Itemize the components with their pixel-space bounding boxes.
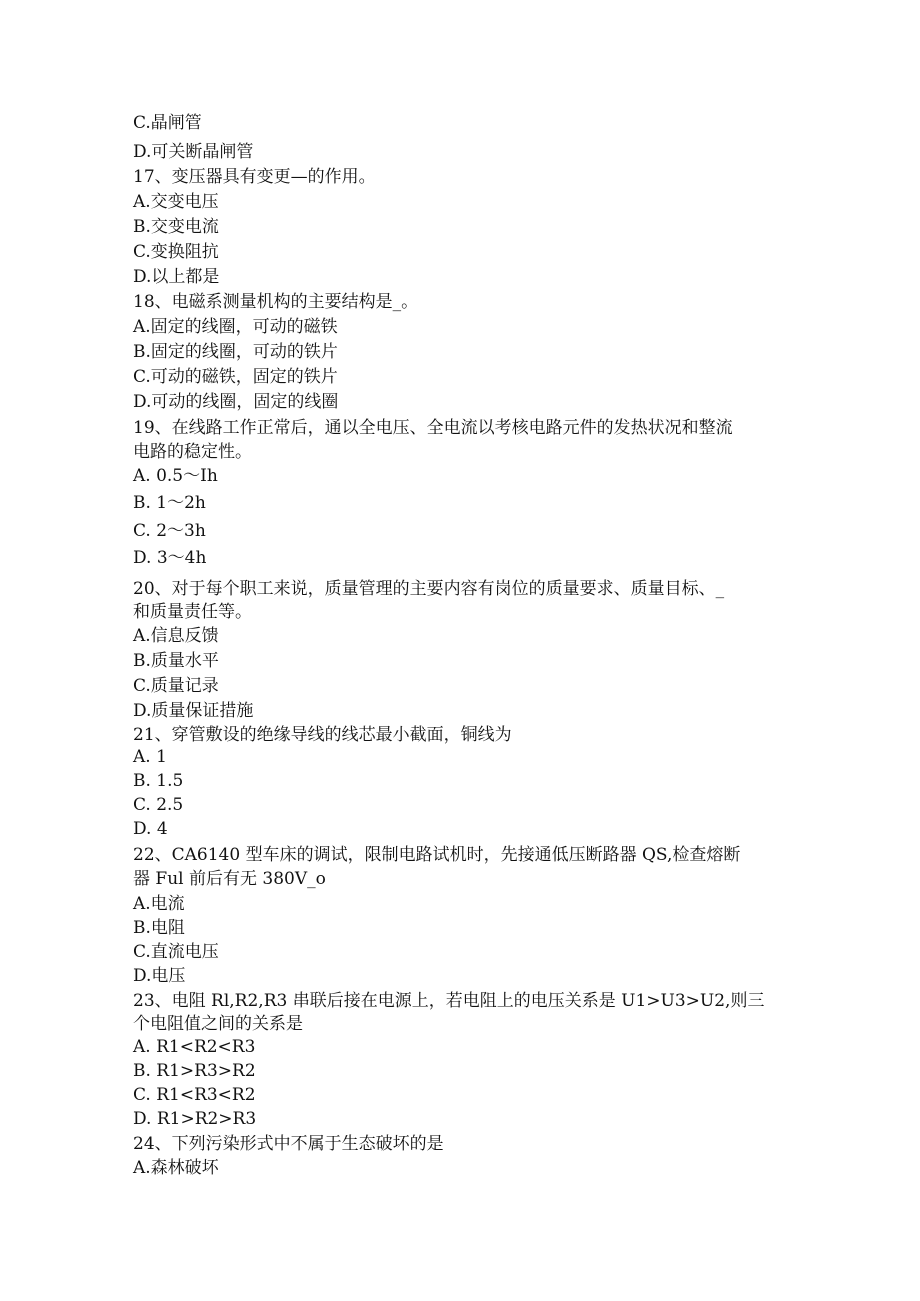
question-line: 21、穿管敷设的绝缘导线的线芯最小截面，铜线为	[133, 725, 512, 745]
option-line: C.晶闸管	[133, 113, 202, 133]
option-line: C.可动的磁铁，固定的铁片	[133, 367, 338, 387]
option-line: C.变换阻抗	[133, 242, 219, 262]
option-line: B.固定的线圈，可动的铁片	[133, 342, 338, 362]
option-line: B. 1.5	[133, 771, 184, 791]
question-line: 和质量责任等。	[133, 602, 252, 622]
question-line: 器 Ful 前后有无 380V_o	[133, 869, 326, 889]
option-line: C.直流电压	[133, 942, 219, 962]
option-line: D.电压	[133, 966, 186, 986]
question-line: 20、对于每个职工来说，质量管理的主要内容有岗位的质量要求、质量目标、_	[133, 579, 725, 599]
option-line: A. 0.5～Ih	[133, 466, 218, 486]
option-line: A.信息反馈	[133, 626, 219, 646]
option-line: B.交变电流	[133, 217, 219, 237]
option-line: B.电阻	[133, 918, 185, 938]
option-line: D.以上都是	[133, 267, 220, 287]
question-line: 23、电阻 Rl,R2,R3 串联后接在电源上，若电阻上的电压关系是 U1>U3>U2,则三	[133, 991, 765, 1011]
question-line: 17、变压器具有变更—的作用。	[133, 167, 376, 187]
question-line: 个电阻值之间的关系是	[133, 1014, 303, 1034]
option-line: A. R1<R2<R3	[133, 1037, 256, 1057]
question-line: 19、在线路工作正常后，通以全电压、全电流以考核电路元件的发热状况和整流	[133, 418, 733, 438]
option-line: A.电流	[133, 894, 185, 914]
option-line: D. 3～4h	[133, 548, 207, 568]
option-line: B. 1～2h	[133, 493, 206, 513]
option-line: D. 4	[133, 819, 168, 839]
option-line: D. R1>R2>R3	[133, 1109, 257, 1129]
option-line: A.固定的线圈，可动的磁铁	[133, 317, 338, 337]
option-line: C. 2.5	[133, 795, 184, 815]
option-line: B. R1>R3>R2	[133, 1061, 256, 1081]
option-line: B.质量水平	[133, 651, 219, 671]
question-line: 18、电磁系测量机构的主要结构是_。	[133, 292, 419, 312]
option-line: C. 2～3h	[133, 521, 206, 541]
option-line: C. R1<R3<R2	[133, 1085, 256, 1105]
option-line: D.可动的线圈，固定的线圈	[133, 392, 339, 412]
option-line: A.森林破坏	[133, 1158, 219, 1178]
option-line: D.可关断晶闸管	[133, 142, 254, 162]
question-line: 电路的稳定性。	[133, 442, 252, 462]
option-line: A.交变电压	[133, 192, 219, 212]
option-line: D.质量保证措施	[133, 701, 254, 721]
option-line: A. 1	[133, 747, 167, 767]
question-line: 24、下列污染形式中不属于生态破坏的是	[133, 1134, 444, 1154]
question-line: 22、CA6140 型车床的调试，限制电路试机时，先接通低压断路器 QS,检查熔断	[133, 845, 741, 865]
option-line: C.质量记录	[133, 676, 219, 696]
